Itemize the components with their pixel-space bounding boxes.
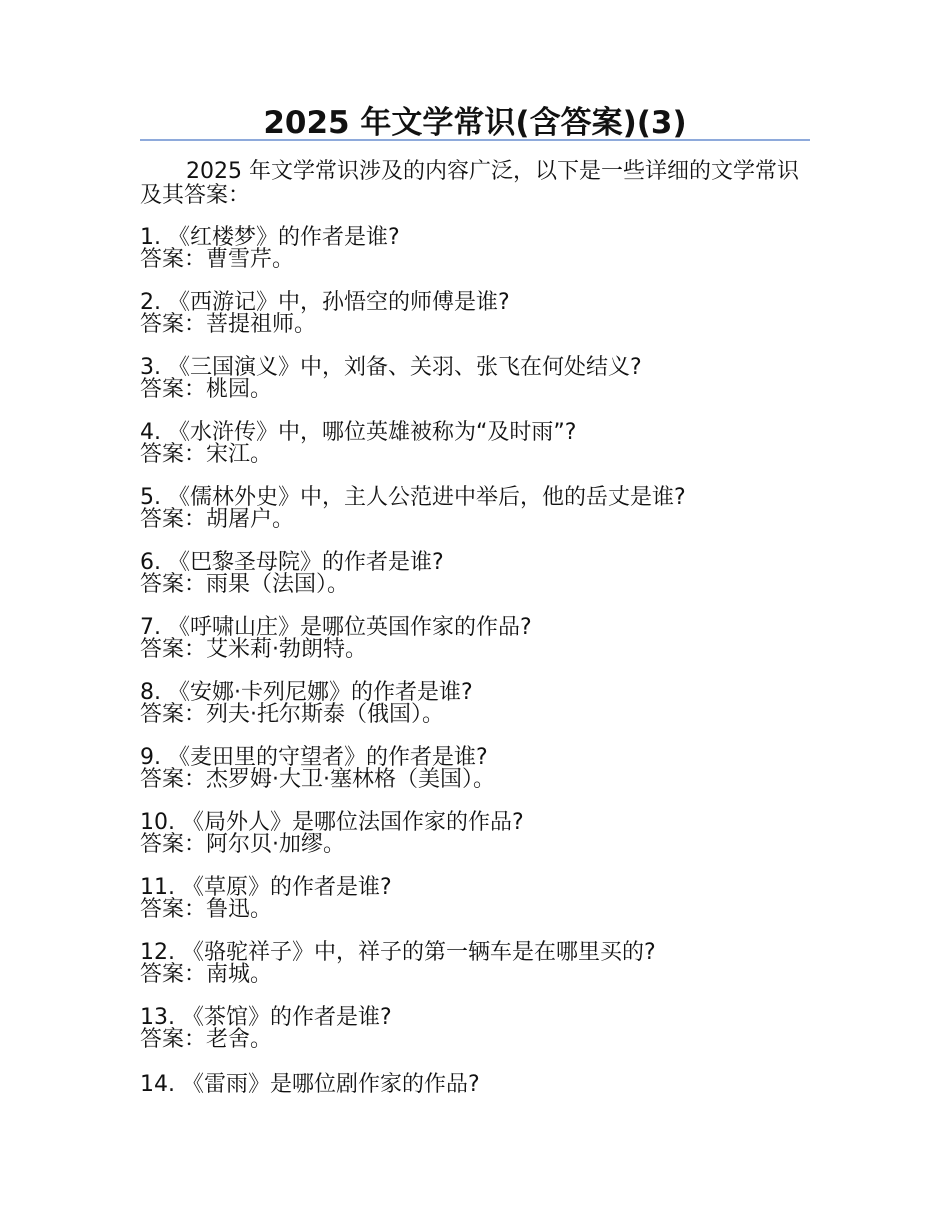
answer: 答案：鲁迅。 <box>140 897 273 922</box>
question: 5. 《儒林外史》中，主人公范进中举后，他的岳丈是谁? <box>140 485 686 510</box>
question: 13. 《茶馆》的作者是谁? <box>140 1005 392 1030</box>
answer: 答案：雨果（法国）。 <box>140 572 350 597</box>
qa-item-2 <box>140 291 810 337</box>
answer: 答案：南城。 <box>140 962 273 987</box>
qa-item-8 <box>140 681 810 727</box>
question: 1. 《红楼梦》的作者是谁? <box>140 225 400 250</box>
question: 3. 《三国演义》中，刘备、关羽、张飞在何处结义? <box>140 355 642 380</box>
page-title: 2025 年文学常识(含答案)(3) <box>263 105 687 141</box>
answer: 答案：列夫·托尔斯泰（俄国）。 <box>140 702 444 727</box>
qa-item-12 <box>140 941 810 987</box>
answer: 答案：胡屠户。 <box>140 507 295 532</box>
qa-item-6 <box>140 551 810 597</box>
qa-item-1 <box>140 226 810 272</box>
qa-item-11 <box>140 876 810 922</box>
question: 9. 《麦田里的守望者》的作者是谁? <box>140 745 488 770</box>
title-underline <box>140 139 810 141</box>
qa-item-4 <box>140 421 810 467</box>
question: 7. 《呼啸山庄》是哪位英国作家的作品? <box>140 615 532 640</box>
question: 14. 《雷雨》是哪位剧作家的作品? <box>140 1072 480 1097</box>
question: 4. 《水浒传》中，哪位英雄被称为“及时雨”? <box>140 420 577 445</box>
question: 8. 《安娜·卡列尼娜》的作者是谁? <box>140 680 473 705</box>
qa-item-13 <box>140 1006 810 1052</box>
answer: 答案：老舍。 <box>140 1027 273 1052</box>
answer: 答案：桃园。 <box>140 377 273 402</box>
qa-item-10 <box>140 811 810 857</box>
answer: 答案：曹雪芹。 <box>140 247 295 272</box>
question: 2. 《西游记》中，孙悟空的师傅是谁? <box>140 290 510 315</box>
qa-item-7 <box>140 616 810 662</box>
question: 6. 《巴黎圣母院》的作者是谁? <box>140 550 444 575</box>
qa-item-14 <box>140 1073 810 1095</box>
qa-item-9 <box>140 746 810 792</box>
answer: 答案：艾米莉·勃朗特。 <box>140 637 367 662</box>
answer: 答案：阿尔贝·加缪。 <box>140 832 345 857</box>
question: 12. 《骆驼祥子》中，祥子的第一辆车是在哪里买的? <box>140 940 656 965</box>
qa-item-3 <box>140 356 810 402</box>
qa-item-5 <box>140 486 810 532</box>
answer: 答案：宋江。 <box>140 442 273 467</box>
question: 10. 《局外人》是哪位法国作家的作品? <box>140 810 524 835</box>
intro-paragraph: 2025 年文学常识涉及的内容广泛，以下是一些详细的文学常识及其答案： <box>140 159 799 208</box>
answer: 答案：杰罗姆·大卫·塞林格（美国）。 <box>140 767 495 792</box>
answer: 答案：菩提祖师。 <box>140 312 317 337</box>
question: 11. 《草原》的作者是谁? <box>140 875 392 900</box>
